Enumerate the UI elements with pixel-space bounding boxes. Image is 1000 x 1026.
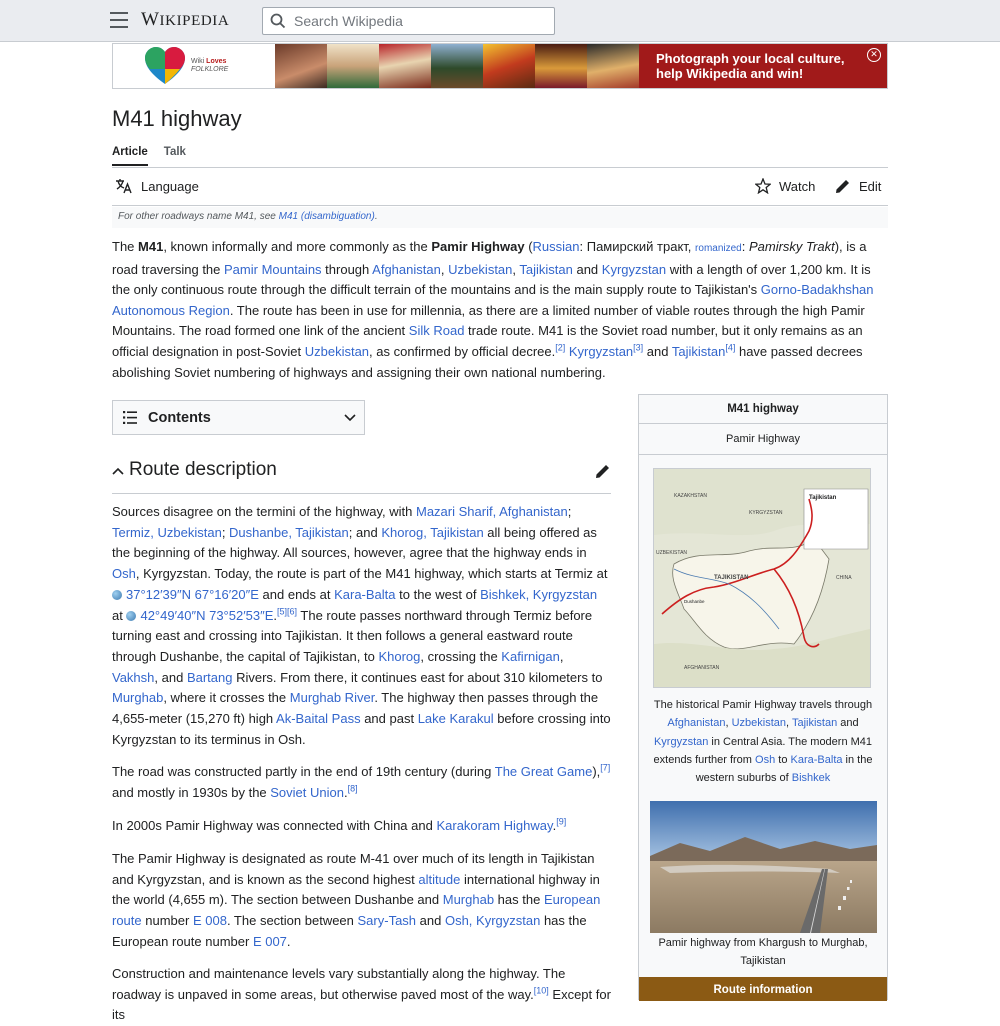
watch-button[interactable]	[755, 178, 815, 194]
tab-talk[interactable]: Talk	[163, 146, 186, 158]
infobox	[638, 394, 888, 1000]
star-icon	[755, 178, 771, 194]
search-box[interactable]	[262, 7, 555, 35]
caption-link-kara-balta[interactable]: Kara-Balta	[790, 753, 843, 766]
map-label-afghanistan: AFGHANISTAN	[684, 665, 720, 671]
route-paragraph-2: The road was constructed partly in the end of 19th century (during The Great Game),[7] and mostly in 1930s by the Soviet Union.[8]	[112, 762, 611, 800]
route-paragraph-4: The Pamir Highway is designated as route M-41 over much of its length in Tajikistan and Kyrgyzstan, and is known as the second highest altitude international highway in the world (4,655 m). The section between Dushanbe and Murghab has the European route number E 008. The section between Sary-Tash and Osh, Kyrgyzstan has the European route number E 007.	[112, 851, 601, 949]
map-label-china: CHINA	[836, 575, 852, 581]
infobox-subtitle: Pamir Highway	[639, 424, 887, 455]
map-label-kazakhstan: KAZAKHSTAN	[674, 493, 707, 499]
lead-paragraph: The M41, known informally and more commonly as the Pamir Highway (Russian: Памирский тракт, romanized: Pamirsky Trakt), is a road traversing the Pamir Mountains through Afghanistan, Uzbekistan, Tajikistan and Kyrgyzstan with a length of over 1,200 km. It is the only continuous route through the difficult terrain of the mountains and is the main supply route to Tajikistan's Gorno-Badakhshan Autonomous Region. The route has been in use for millennia, as there are a limited number of viable routes through the high Pamir Mountains. The road formed one link of the ancient Silk Road trade route. M41 is the Soviet road number, but it only remains as an official designation in post-Soviet Uzbekistan, as confirmed by official decree.[2] Kyrgyzstan[3] and Tajikistan[4] have passed decrees abolishing Soviet numbering of highways and assigning their own national numbering.	[112, 239, 874, 380]
link-karakoram-highway[interactable]: Karakoram Highway	[436, 818, 553, 833]
citation-3[interactable]: [3]	[633, 342, 644, 353]
language-button[interactable]	[115, 178, 199, 194]
caption-link-osh[interactable]: Osh	[755, 753, 776, 766]
link-murghab-2[interactable]: Murghab	[442, 892, 495, 908]
banner-logo-text: Wiki Loves FOLKLORE	[191, 58, 229, 73]
link-bishkek[interactable]: Bishkek, Kyrgyzstan	[480, 586, 598, 602]
site-header	[0, 0, 1000, 42]
map-label-tajikistan: TAJIKISTAN	[714, 575, 749, 581]
banner-logo	[113, 44, 275, 88]
language-label: Language	[141, 178, 199, 194]
link-kafirnigan[interactable]: Kafirnigan	[501, 648, 560, 664]
citation-9[interactable]: [9]	[556, 816, 567, 827]
caption-link-uzbekistan[interactable]: Uzbekistan	[731, 717, 787, 730]
hatnote: For other roadways name M41, see M41 (disambiguation).	[112, 207, 888, 228]
link-tajikistan[interactable]: Tajikistan	[519, 261, 573, 277]
tab-article[interactable]: Article	[112, 146, 148, 166]
highway-photo-graphic	[650, 801, 877, 933]
map-label-uzbekistan: UZBEKISTAN	[656, 550, 688, 556]
globe-icon	[126, 611, 136, 621]
link-kara-balta[interactable]: Kara-Balta	[334, 586, 396, 602]
coordinates-end[interactable]: 42°49′40″N 73°52′53″E	[140, 607, 274, 623]
caption-link-kyrgyzstan[interactable]: Kyrgyzstan	[653, 735, 709, 748]
link-altitude[interactable]: altitude	[418, 871, 461, 887]
section-title: Route description	[129, 459, 277, 480]
puzzle-heart-logo-icon	[143, 46, 187, 86]
watch-label: Watch	[779, 178, 816, 194]
caption-link-afghanistan[interactable]: Afghanistan	[667, 717, 726, 730]
folklore-photo-strip	[275, 44, 639, 88]
route-map-graphic	[654, 469, 870, 687]
route-paragraph-3: In 2000s Pamir Highway was connected with China and Karakoram Highway.[9]	[112, 816, 567, 833]
link-silk-road[interactable]: Silk Road	[408, 323, 465, 339]
page-toolbar	[112, 168, 888, 206]
edit-button[interactable]	[835, 178, 881, 194]
pencil-icon	[835, 178, 851, 194]
link-osh-kyrgyzstan[interactable]: Osh, Kyrgyzstan	[444, 913, 541, 929]
link-russian[interactable]: Russian	[532, 239, 580, 254]
wikipedia-wordmark[interactable]: WIKIPEDIA	[141, 9, 230, 30]
translate-icon	[115, 178, 133, 194]
link-osh[interactable]: Osh	[112, 566, 136, 582]
route-information-header[interactable]: Route information	[639, 977, 887, 1001]
link-murghab[interactable]: Murghab	[112, 690, 164, 706]
globe-icon	[112, 590, 122, 600]
search-icon	[270, 13, 286, 29]
chevron-down-icon	[344, 414, 356, 422]
photo-caption: Pamir highway from Khargush to Murghab, Tajikistan	[658, 937, 868, 968]
link-pamir-mountains[interactable]: Pamir Mountains	[224, 261, 322, 277]
route-paragraph-1: Sources disagree on the termini of the highway, with Mazari Sharif, Afghanistan; Termiz, Uzbekistan; Dushanbe, Tajikistan; and Khorog, Tajikistan all being offered as the beginning of the highway. All sources, however, agree that the highway ends in Osh, Kyrgyzstan. Today, the route is part of the M41 highway, which starts at Termiz at 37°12′39″N 67°16′20″E and ends at Kara-Balta to the west of Bishkek, Kyrgyzstan at 42°49′40″N 73°52′53″E.[5][6] The route passes northward through Termiz before turning east and crossing into Tajikistan. It then follows a general eastward route through Dushanbe, the capital of Tajikistan, to Khorog, crossing the Kafirnigan, Vakhsh, and Bartang Rivers. From there, it continues east for about 310 kilometers to Murghab, where it crosses the Murghab River. The highway then passes through the 4,655-meter (15,270 ft) high Ak-Baital Pass and past Lake Karakul before crossing into Kyrgyzstan to its terminus in Osh.	[112, 504, 611, 747]
link-kyrgyzstan-2[interactable]: Kyrgyzstan	[568, 343, 634, 359]
highway-photo[interactable]	[650, 801, 877, 933]
link-ak-baital-pass[interactable]: Ak-Baital Pass	[276, 711, 361, 727]
infobox-title: M41 highway	[639, 395, 887, 424]
link-tajikistan-2[interactable]: Tajikistan	[671, 343, 726, 359]
link-dushanbe[interactable]: Dushanbe, Tajikistan	[229, 524, 349, 540]
link-mazari-sharif[interactable]: Mazari Sharif, Afghanistan	[415, 504, 568, 519]
map-label-kyrgyzstan: KYRGYZSTAN	[749, 510, 783, 516]
link-great-game[interactable]: The Great Game	[494, 764, 593, 779]
route-paragraph-5: Construction and maintenance levels vary substantially along the highway. The roadway is unpaved in some areas, but otherwise paved most of the way.[10] Except for its	[112, 966, 611, 1023]
contents-toggle[interactable]	[112, 400, 365, 435]
citation-4[interactable]: [4]	[725, 342, 736, 353]
page-tabs	[112, 146, 186, 166]
citation-7[interactable]: [7]	[600, 762, 611, 773]
link-termiz[interactable]: Termiz, Uzbekistan	[112, 524, 222, 540]
section-heading-route-description	[112, 458, 611, 494]
chevron-up-icon[interactable]	[112, 467, 124, 475]
link-vakhsh[interactable]: Vakhsh	[112, 669, 155, 685]
link-uzbekistan[interactable]: Uzbekistan	[448, 261, 513, 277]
section-edit-pencil-icon[interactable]	[595, 463, 611, 479]
link-kyrgyzstan[interactable]: Kyrgyzstan	[601, 261, 667, 277]
map-title: Tajikistan	[809, 495, 837, 501]
citation-10[interactable]: [10]	[533, 985, 549, 996]
coordinates-start[interactable]: 37°12′39″N 67°16′20″E	[126, 586, 259, 602]
link-e007[interactable]: E 007	[252, 933, 287, 949]
list-icon	[123, 411, 137, 424]
link-e008[interactable]: E 008	[192, 913, 227, 929]
link-romanized[interactable]: romanized	[695, 243, 742, 254]
map-caption: The historical Pamir Highway travels through Afghanistan, Uzbekistan, Tajikistan and Kyrgyzstan in Central Asia. The modern M41 extends further from Osh to Kara-Balta in the western suburbs of Bishkek	[653, 699, 873, 785]
wiki-loves-folklore-banner[interactable]	[112, 43, 888, 89]
caption-link-bishkek[interactable]: Bishkek	[791, 772, 831, 785]
link-afghanistan[interactable]: Afghanistan	[372, 261, 441, 277]
link-european-route[interactable]: European route	[112, 892, 601, 929]
link-soviet-union[interactable]: Soviet Union	[270, 784, 344, 800]
hatnote-link[interactable]: M41 (disambiguation)	[278, 211, 375, 222]
close-icon[interactable]: ✕	[867, 48, 881, 62]
page-title: M41 highway	[112, 106, 242, 131]
link-khorog[interactable]: Khorog, Tajikistan	[381, 524, 484, 540]
link-bartang[interactable]: Bartang	[186, 669, 233, 685]
link-murghab-river[interactable]: Murghab River	[289, 690, 375, 706]
link-sary-tash[interactable]: Sary-Tash	[357, 913, 417, 929]
map-label-dushanbe: Dushanbe	[684, 599, 705, 604]
banner-promo-line2: help Wikipedia and win!	[656, 66, 804, 81]
citation-8[interactable]: [8]	[347, 783, 358, 794]
contents-label: Contents	[148, 409, 211, 426]
hamburger-menu-icon[interactable]	[110, 12, 128, 28]
link-khorog-2[interactable]: Khorog	[378, 648, 421, 664]
route-map-image[interactable]	[653, 468, 871, 688]
banner-promo[interactable]	[639, 44, 887, 88]
citation-2[interactable]: [2]	[555, 342, 566, 353]
link-gbao[interactable]: Gorno-Badakhshan Autonomous Region	[112, 282, 874, 318]
caption-link-tajikistan[interactable]: Tajikistan	[791, 717, 838, 730]
banner-promo-line1: Photograph your local culture,	[656, 51, 845, 66]
edit-label: Edit	[859, 178, 882, 194]
link-uzbekistan-2[interactable]: Uzbekistan	[304, 343, 370, 359]
citation-5-6[interactable]: [5][6]	[277, 606, 298, 617]
link-lake-karakul[interactable]: Lake Karakul	[417, 711, 494, 727]
search-input[interactable]	[292, 12, 536, 30]
